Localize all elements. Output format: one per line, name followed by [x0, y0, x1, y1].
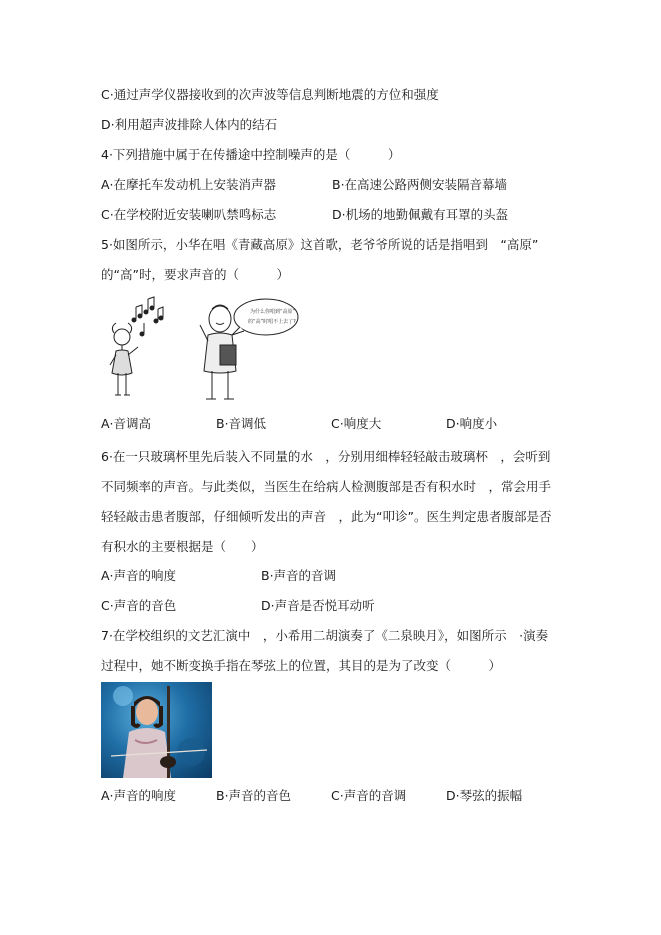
option-7b: B·声音的音色 [216, 788, 292, 803]
option-6d: D·声音是否悦耳动听 [261, 598, 375, 613]
line-q3c: C·通过声学仪器接收到的次声波等信息判断地震的方位和强度 [101, 87, 439, 102]
option-6a: A·声音的响度 [101, 568, 177, 583]
option-5a: A·音调高 [101, 416, 152, 431]
option-5b: B·音调低 [216, 416, 267, 431]
question-6-line-2: 不同频率的声音。与此类似，当医生在给病人检测腹部是否有积水时 ，常会用手 [101, 479, 552, 494]
music-note-icon [132, 297, 163, 336]
question-6-line-4: 有积水的主要根据是（ ） [101, 539, 264, 554]
option-4a: A·在摩托车发动机上安装消声器 [101, 177, 277, 192]
option-4d: D·机场的地勤佩戴有耳罩的头盔 [332, 207, 509, 222]
option-6b: B·声音的音调 [261, 568, 337, 583]
question-4: 4·下列措施中属于在传播途中控制噪声的是（ ） [101, 147, 401, 162]
question-6-line-3: 轻轻敲击患者腹部，仔细倾听发出的声音 ，此为“叩诊”。医生判定患者腹部是否 [101, 509, 552, 524]
option-5d: D·响度小 [446, 416, 498, 431]
option-7d: D·琴弦的振幅 [446, 788, 523, 803]
speech-bubble [234, 299, 298, 335]
erhu-performer-photo [101, 682, 212, 778]
old-man-figure [200, 305, 236, 399]
svg-text:的“高”时唱不上去了?: 的“高”时唱不上去了? [248, 319, 296, 325]
svg-text:为什么你唱到“高原”: 为什么你唱到“高原” [250, 309, 296, 315]
option-5c: C·响度大 [331, 416, 382, 431]
option-4c: C·在学校附近安装喇叭禁鸣标志 [101, 207, 277, 222]
option-7c: C·声音的音调 [331, 788, 407, 803]
option-4b: B·在高速公路两侧安装隔音幕墙 [332, 177, 508, 192]
girl-figure [110, 323, 138, 395]
line-q3d: D·利用超声波排除人体内的结石 [101, 117, 278, 132]
question-6-line-1: 6·在一只玻璃杯里先后装入不同量的水 ，分别用细棒轻轻敲击玻璃杯 ，会听到 [101, 449, 551, 464]
option-6c: C·声音的音色 [101, 598, 177, 613]
question-5-line-1: 5·如图所示，小华在唱《青藏高原》这首歌，老爷爷所说的话是指唱到 “高原” [101, 237, 539, 252]
singing-cartoon-illustration [100, 295, 300, 407]
question-5-line-2: 的“高”时，要求声音的（ ） [101, 267, 289, 282]
performer-figure [101, 682, 212, 778]
option-7a: A·声音的响度 [101, 788, 177, 803]
question-7-line-2: 过程中，她不断变换手指在琴弦上的位置，其目的是为了改变（ ） [101, 658, 502, 673]
question-7-line-1: 7·在学校组织的文艺汇演中 ，小希用二胡演奏了《二泉映月》，如图所示 ·演奏 [101, 628, 549, 643]
